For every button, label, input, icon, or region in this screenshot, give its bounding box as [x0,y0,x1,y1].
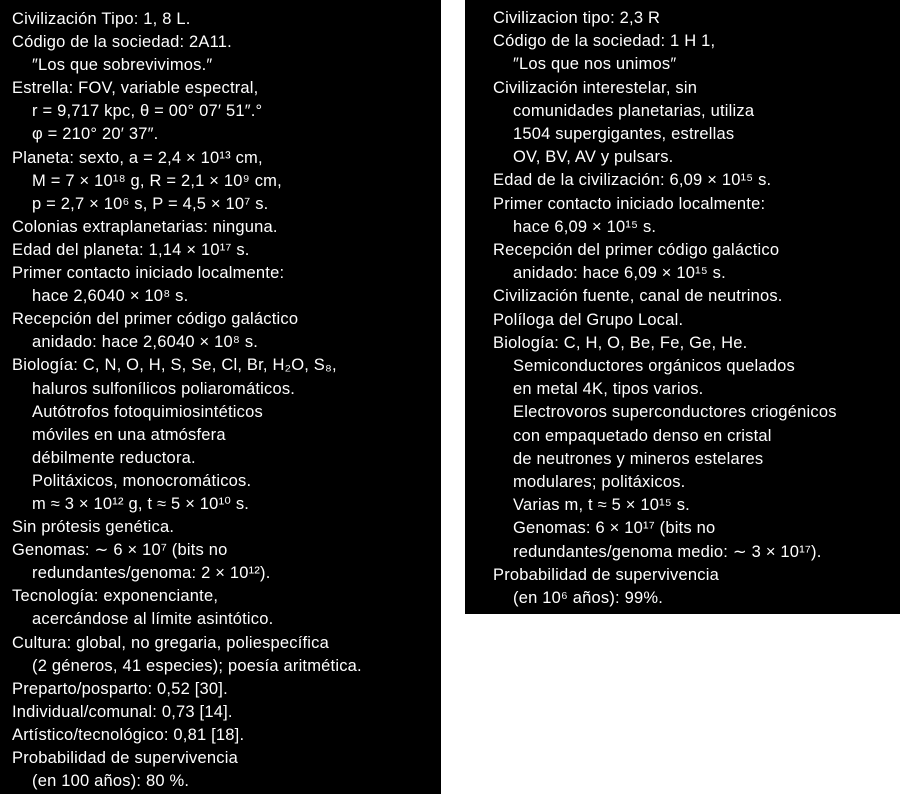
left-card-line: redundantes/genoma: 2 × 10¹²). [32,564,271,583]
right-card-line: 1504 supergigantes, estrellas [513,125,735,144]
right-card-line: redundantes/genoma medio: ∼ 3 × 10¹⁷). [513,542,822,561]
right-card-line: (en 10⁶ años): 99%. [513,589,664,608]
left-card-line: Recepción del primer código galáctico [12,310,299,329]
right-card-line: Electrovoros superconductores criogénicos [513,403,837,422]
left-card-line: ″Los que sobrevivimos.″ [32,56,213,75]
right-card-line: Biología: C, H, O, Be, Fe, Ge, He. [493,333,748,352]
left-card-line: Autótrofos fotoquimiosintéticos [32,402,263,421]
left-card-line: Probabilidad de supervivencia [12,749,238,767]
left-card-line: r = 9,717 kpc, θ = 00° 07′ 51″.° [32,102,263,121]
right-card-line: hace 6,09 × 10¹⁵ s. [513,217,657,236]
left-card-line: Tecnología: exponenciante, [12,587,219,606]
right-card-line: Primer contacto iniciado localmente: [493,194,766,213]
left-card-line: φ = 210° 20′ 37″. [32,125,159,144]
left-card-line: hace 2,6040 × 10⁸ s. [32,287,189,306]
right-card-line: Civilizacion tipo: 2,3 R [493,9,661,27]
right-card-line: Civilización fuente, canal de neutrinos. [493,287,783,306]
civilization-card-left [0,0,441,794]
left-card-line: p = 2,7 × 10⁶ s, P = 4,5 × 10⁷ s. [32,194,269,213]
right-card-line: Recepción del primer código galáctico [493,241,780,260]
left-card-line: Individual/comunal: 0,73 [14]. [12,702,233,721]
right-card-line: Civilización interestelar, sin [493,78,698,97]
right-card-line: ″Los que nos unimos″ [513,55,677,74]
left-card-line: Politáxicos, monocromáticos. [32,471,252,490]
left-card-line: Código de la sociedad: 2A11. [12,33,232,52]
right-card-line: Edad de la civilización: 6,09 × 10¹⁵ s. [493,171,772,190]
left-card-line: Artístico/tecnológico: 0,81 [18]. [12,725,245,744]
civilization-card-right [465,0,900,614]
right-card-line: con empaquetado denso en cristal [513,426,772,445]
right-card-line: Código de la sociedad: 1 H 1, [493,32,716,51]
left-card-line: Edad del planeta: 1,14 × 10¹⁷ s. [12,240,250,259]
left-card-line: débilmente reductora. [32,448,196,467]
right-card-line: OV, BV, AV y pulsars. [513,148,674,167]
right-card-line: de neutrones y mineros estelares [513,449,764,468]
left-card-line: Cultura: global, no gregaria, poliespecífica [12,633,329,652]
left-card-line: Sin prótesis genética. [12,518,175,537]
right-card-line: Políloga del Grupo Local. [493,310,684,329]
right-card-line: Probabilidad de supervivencia [493,565,719,584]
right-card-line: en metal 4K, tipos varios. [513,380,704,399]
left-card-line: anidado: hace 2,6040 × 10⁸ s. [32,333,259,352]
left-card-line: Primer contacto iniciado localmente: [12,264,285,283]
left-card-line: haluros sulfonílicos poliaromáticos. [32,379,296,398]
left-card-line: Estrella: FOV, variable espectral, [12,79,259,98]
left-card-line: Biología: C, N, O, H, S, Se, Cl, Br, H₂O, S₈, [12,356,337,375]
right-card-line: comunidades planetarias, utiliza [513,101,755,120]
right-card-line: Varias m, t ≈ 5 × 10¹⁵ s. [513,496,690,515]
left-card-line: Preparto/posparto: 0,52 [30]. [12,679,228,698]
left-card-line: Planeta: sexto, a = 2,4 × 10¹³ cm, [12,148,263,167]
left-card-line: Civilización Tipo: 1, 8 L. [12,10,191,28]
left-card-line: acercándose al límite asintótico. [32,610,274,629]
left-card-line: Genomas: ∼ 6 × 10⁷ (bits no [12,541,228,560]
left-card-line: (2 géneros, 41 especies); poesía aritmética. [32,656,362,675]
left-card-line: Colonias extraplanetarias: ninguna. [12,217,278,236]
left-card-line: M = 7 × 10¹⁸ g, R = 2,1 × 10⁹ cm, [32,171,282,190]
left-card-line: m ≈ 3 × 10¹² g, t ≈ 5 × 10¹⁰ s. [32,494,250,513]
right-card-line: modulares; politáxicos. [513,473,686,492]
right-card-line: Genomas: 6 × 10¹⁷ (bits no [513,519,716,538]
right-card-line: Semiconductores orgánicos quelados [513,357,795,376]
right-card-line: anidado: hace 6,09 × 10¹⁵ s. [513,264,726,283]
left-card-line: (en 100 años): 80 %. [32,772,190,791]
left-card-line: móviles en una atmósfera [32,425,226,444]
